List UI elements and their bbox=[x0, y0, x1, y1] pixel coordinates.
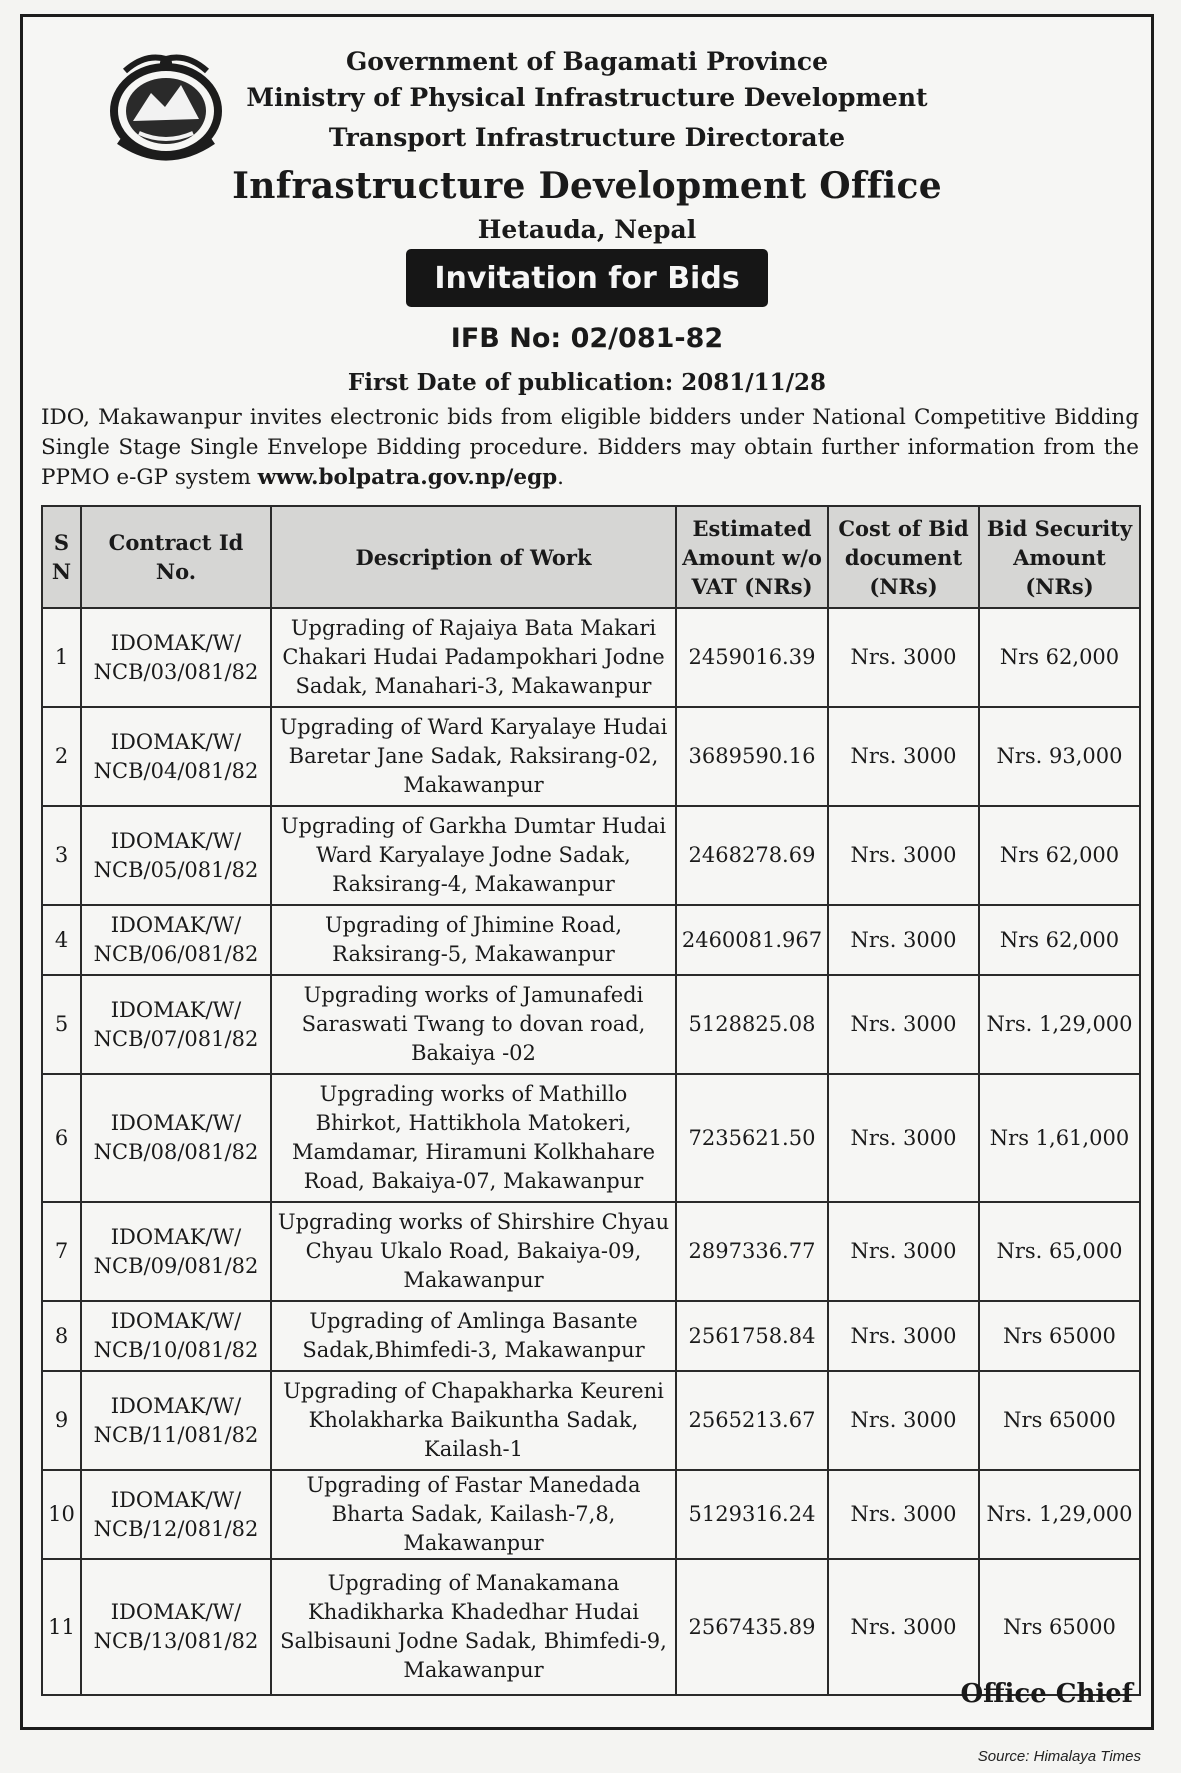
cell-description: Upgrading of Fastar Manedada Bharta Sadak, Kailash-7,8, Makawanpur bbox=[271, 1470, 676, 1559]
cell-bid-document-cost: Nrs. 3000 bbox=[828, 1371, 979, 1470]
cell-sn: 6 bbox=[42, 1074, 81, 1202]
cell-sn: 7 bbox=[42, 1202, 81, 1301]
cell-description: Upgrading of Manakamana Khadikharka Khadedhar Hudai Salbisauni Jodne Sadak, Bhimfedi-9, Makawanpur bbox=[271, 1559, 676, 1695]
cell-bid-security: Nrs 65000 bbox=[979, 1301, 1140, 1371]
cell-bid-document-cost: Nrs. 3000 bbox=[828, 975, 979, 1074]
table-row bbox=[42, 1470, 1140, 1559]
cell-sn: 5 bbox=[42, 975, 81, 1074]
cell-description: Upgrading works of Jamunafedi Saraswati Twang to dovan road, Bakaiya -02 bbox=[271, 975, 676, 1074]
cell-bid-document-cost: Nrs. 3000 bbox=[828, 806, 979, 905]
ifb-number: IFB No: 02/081-82 bbox=[450, 323, 724, 354]
cell-sn: 2 bbox=[42, 707, 81, 806]
province-name: Government of Bagamati Province bbox=[345, 47, 829, 76]
cell-bid-security: Nrs 62,000 bbox=[979, 608, 1140, 707]
header-sn: S N bbox=[42, 506, 81, 608]
table-header-row bbox=[42, 506, 1140, 608]
table-row bbox=[42, 905, 1140, 975]
cell-sn: 9 bbox=[42, 1371, 81, 1470]
intro-end: . bbox=[557, 465, 564, 490]
table-row bbox=[42, 1301, 1140, 1371]
table-row bbox=[42, 1074, 1140, 1202]
bids-table bbox=[41, 505, 1141, 1696]
cell-contract-id: IDOMAK/W/ NCB/10/081/82 bbox=[81, 1301, 271, 1371]
table-row bbox=[42, 975, 1140, 1074]
table-row bbox=[42, 1371, 1140, 1470]
notice-title: Invitation for Bids bbox=[406, 249, 768, 307]
cell-bid-document-cost: Nrs. 3000 bbox=[828, 1470, 979, 1559]
header-contract-id: Contract Id No. bbox=[81, 506, 271, 608]
cell-estimated-amount: 3689590.16 bbox=[676, 707, 828, 806]
cell-contract-id: IDOMAK/W/ NCB/05/081/82 bbox=[81, 806, 271, 905]
office-location: Hetauda, Nepal bbox=[477, 215, 697, 244]
cell-description: Upgrading of Garkha Dumtar Hudai Ward Karyalaye Jodne Sadak, Raksirang-4, Makawanpur bbox=[271, 806, 676, 905]
cell-bid-document-cost: Nrs. 3000 bbox=[828, 1301, 979, 1371]
cell-contract-id: IDOMAK/W/ NCB/11/081/82 bbox=[81, 1371, 271, 1470]
cell-description: Upgrading works of Mathillo Bhirkot, Hattikhola Matokeri, Mamdamar, Hiramuni Kolkhahare Road, Bakaiya-07, Makawanpur bbox=[271, 1074, 676, 1202]
signatory: Office Chief bbox=[960, 1679, 1133, 1709]
table-row bbox=[42, 707, 1140, 806]
cell-sn: 8 bbox=[42, 1301, 81, 1371]
cell-description: Upgrading of Ward Karyalaye Hudai Baretar Jane Sadak, Raksirang-02, Makawanpur bbox=[271, 707, 676, 806]
cell-sn: 4 bbox=[42, 905, 81, 975]
cell-sn: 11 bbox=[42, 1559, 81, 1695]
cell-description: Upgrading of Jhimine Road, Raksirang-5, Makawanpur bbox=[271, 905, 676, 975]
notice-frame bbox=[20, 14, 1154, 1730]
ministry-name: Ministry of Physical Infrastructure Development bbox=[246, 83, 928, 112]
cell-contract-id: IDOMAK/W/ NCB/07/081/82 bbox=[81, 975, 271, 1074]
publication-date: First Date of publication: 2081/11/28 bbox=[347, 369, 827, 396]
header-bid-document-cost: Cost of Bid document (NRs) bbox=[828, 506, 979, 608]
cell-contract-id: IDOMAK/W/ NCB/09/081/82 bbox=[81, 1202, 271, 1301]
cell-contract-id: IDOMAK/W/ NCB/13/081/82 bbox=[81, 1559, 271, 1695]
cell-bid-document-cost: Nrs. 3000 bbox=[828, 707, 979, 806]
header-bid-security: Bid Security Amount (NRs) bbox=[979, 506, 1140, 608]
cell-estimated-amount: 2460081.967 bbox=[676, 905, 828, 975]
cell-bid-security: Nrs 1,61,000 bbox=[979, 1074, 1140, 1202]
cell-bid-document-cost: Nrs. 3000 bbox=[828, 1559, 979, 1695]
cell-bid-security: Nrs. 1,29,000 bbox=[979, 975, 1140, 1074]
cell-bid-document-cost: Nrs. 3000 bbox=[828, 1074, 979, 1202]
cell-contract-id: IDOMAK/W/ NCB/12/081/82 bbox=[81, 1470, 271, 1559]
cell-estimated-amount: 2897336.77 bbox=[676, 1202, 828, 1301]
cell-estimated-amount: 2567435.89 bbox=[676, 1559, 828, 1695]
cell-bid-security: Nrs 62,000 bbox=[979, 905, 1140, 975]
table-row bbox=[42, 1559, 1140, 1695]
table-row bbox=[42, 1202, 1140, 1301]
cell-bid-security: Nrs. 1,29,000 bbox=[979, 1470, 1140, 1559]
cell-bid-security: Nrs 65000 bbox=[979, 1371, 1140, 1470]
cell-bid-security: Nrs. 65,000 bbox=[979, 1202, 1140, 1301]
cell-bid-document-cost: Nrs. 3000 bbox=[828, 1202, 979, 1301]
cell-estimated-amount: 2468278.69 bbox=[676, 806, 828, 905]
cell-bid-security: Nrs 65000 bbox=[979, 1559, 1140, 1695]
intro-text: IDO, Makawanpur invites electronic bids from eligible bidders under National Competitive Bidding Single Stage Single Envelope Bidding procedure. Bidders may obtain further information from the PPMO e-GP system bbox=[41, 405, 1139, 490]
egp-link[interactable]: www.bolpatra.gov.np/egp bbox=[257, 465, 558, 490]
header-estimated-amount: Estimated Amount w/o VAT (NRs) bbox=[676, 506, 828, 608]
cell-estimated-amount: 5128825.08 bbox=[676, 975, 828, 1074]
cell-sn: 1 bbox=[42, 608, 81, 707]
office-name: Infrastructure Development Office bbox=[232, 165, 942, 207]
source-credit: Source: Himalaya Times bbox=[977, 1748, 1141, 1765]
cell-description: Upgrading of Amlinga Basante Sadak,Bhimfedi-3, Makawanpur bbox=[271, 1301, 676, 1371]
cell-bid-security: Nrs. 93,000 bbox=[979, 707, 1140, 806]
cell-description: Upgrading of Chapakharka Keureni Kholakharka Baikuntha Sadak, Kailash-1 bbox=[271, 1371, 676, 1470]
cell-estimated-amount: 2561758.84 bbox=[676, 1301, 828, 1371]
intro-paragraph bbox=[41, 403, 1139, 493]
cell-contract-id: IDOMAK/W/ NCB/03/081/82 bbox=[81, 608, 271, 707]
cell-sn: 10 bbox=[42, 1470, 81, 1559]
cell-contract-id: IDOMAK/W/ NCB/06/081/82 bbox=[81, 905, 271, 975]
cell-bid-security: Nrs 62,000 bbox=[979, 806, 1140, 905]
cell-bid-document-cost: Nrs. 3000 bbox=[828, 905, 979, 975]
cell-estimated-amount: 7235621.50 bbox=[676, 1074, 828, 1202]
directorate-name: Transport Infrastructure Directorate bbox=[328, 123, 846, 152]
cell-contract-id: IDOMAK/W/ NCB/08/081/82 bbox=[81, 1074, 271, 1202]
cell-bid-document-cost: Nrs. 3000 bbox=[828, 608, 979, 707]
table-row bbox=[42, 806, 1140, 905]
table-row bbox=[42, 608, 1140, 707]
cell-description: Upgrading of Rajaiya Bata Makari Chakari Hudai Padampokhari Jodne Sadak, Manahari-3, Makawanpur bbox=[271, 608, 676, 707]
cell-estimated-amount: 2565213.67 bbox=[676, 1371, 828, 1470]
cell-estimated-amount: 2459016.39 bbox=[676, 608, 828, 707]
cell-sn: 3 bbox=[42, 806, 81, 905]
cell-contract-id: IDOMAK/W/ NCB/04/081/82 bbox=[81, 707, 271, 806]
cell-description: Upgrading works of Shirshire Chyau Chyau Ukalo Road, Bakaiya-09, Makawanpur bbox=[271, 1202, 676, 1301]
cell-estimated-amount: 5129316.24 bbox=[676, 1470, 828, 1559]
header-description: Description of Work bbox=[271, 506, 676, 608]
